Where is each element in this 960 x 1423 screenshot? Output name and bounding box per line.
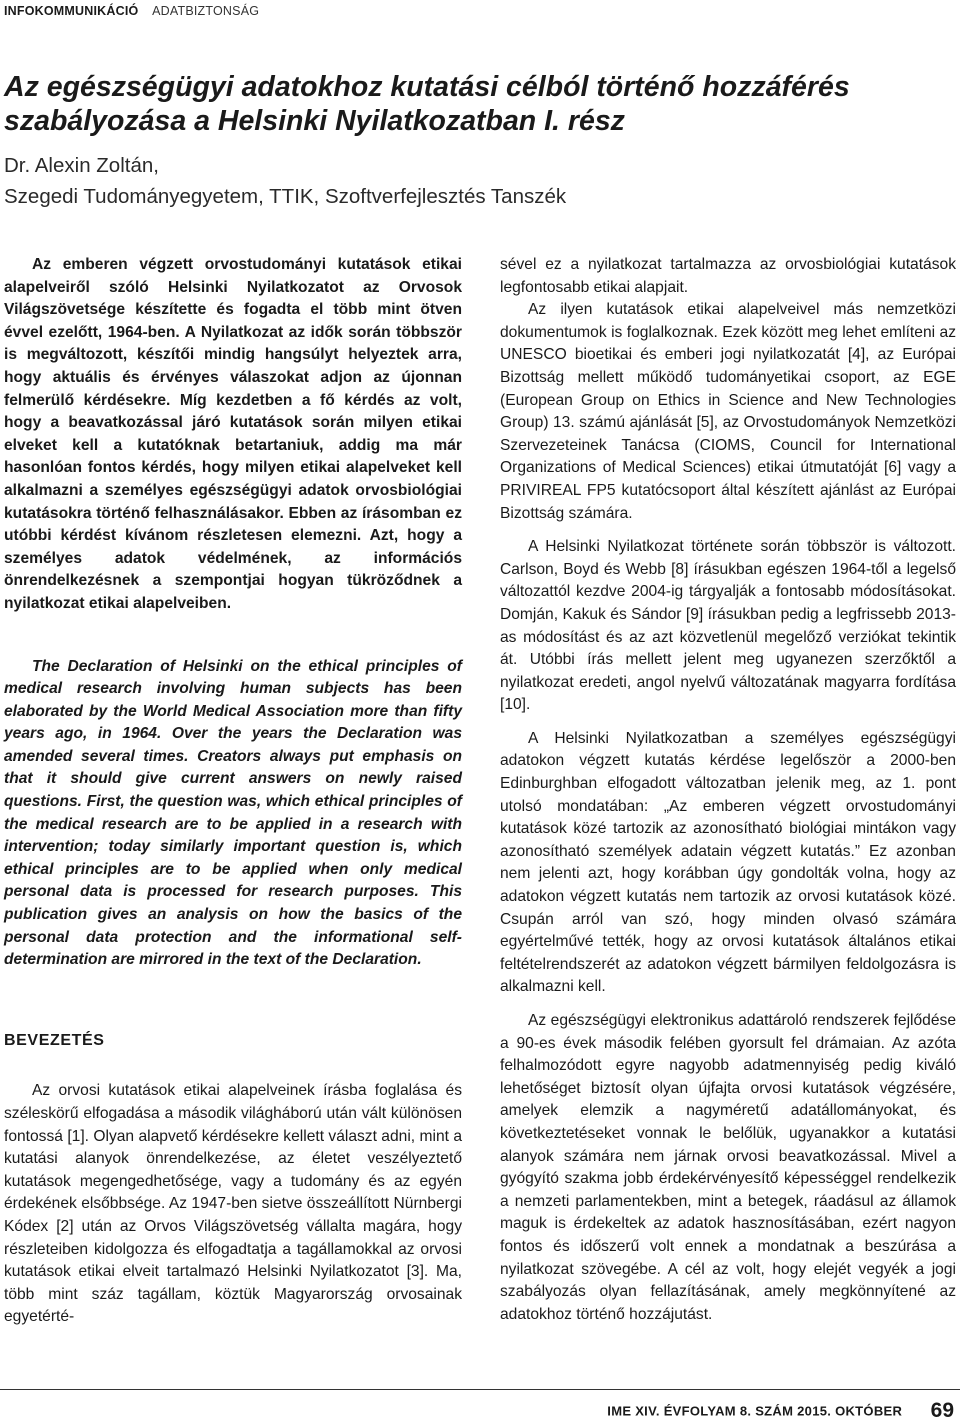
author-affiliation: Szegedi Tudományegyetem, TTIK, Szoftverfejlesztés Tanszék xyxy=(4,185,567,208)
body-paragraph: Az ilyen kutatások etikai alapelveivel más nemzetközi dokumentumok is foglalkoznak. Ezek között meg lehet említeni az UNESCO bioetikai és emberi jogi nyilatkozatát [4], az Európai Bizottság mellett működő tudományetikai csoport, az EGE (European Group on Ethics in Science and New Technologies Group) 13. számú ajánlását [5], az Orvostudományok Nemzetközi Szervezeteinek Tanácsa (CIOMS, Council for International Organizations of Medical Sciences) etikai útmutatóját [6] vagy a PRIVIREAL FP5 kutatócsoport által készített ajánlást az Európai Bizottság számára. xyxy=(500,301,956,522)
journal-issue: IME XIV. ÉVFOLYAM 8. SZÁM 2015. OKTÓBER xyxy=(607,1403,903,1419)
author-name: Dr. Alexin Zoltán, xyxy=(4,154,159,177)
page-footer xyxy=(607,1399,954,1423)
section-category: INFOKOMMUNIKÁCIÓ xyxy=(4,4,139,18)
author-block xyxy=(4,150,954,212)
left-column xyxy=(4,254,462,1329)
footer-divider xyxy=(0,1389,960,1390)
abstract-hungarian: Az emberen végzett orvostudományi kutatások etikai alapelveiről szóló Helsinki Nyilatkozatot az Orvosok Világszövetsége készítette és fogadta el több mint ötven évvel ezelőtt, 1964-ben. A Nyilatkozat az idők során többször is megváltozott, készítői mindig hangsúlyt helyeztek arra, hogy aktuális és érvényes válaszokat adjon az újonnan felmerülő kérdésekre. Míg kezdetben a fő kérdés az volt, hogy a beavatkozással járó kutatások során milyen etikai elveket kell a kutatóknak betartaniuk, addig ma már hasonlóan fontos kérdés, hogy milyen etikai alapelveket kell alkalmazni a személyes egészségügyi adatok orvosbiológiai kutatásokra történő felhasználásakor. Ebben az írásomban ez utóbbi kérdést kívánom részletesen elemezni. Azt, hogy a személyes adatok védelmének, az információs önrendelkezésnek a szempontjai hogyan tükröződnek a nyilatkozat etikai alapelveiben. xyxy=(4,256,462,612)
body-paragraph: A Helsinki Nyilatkozat története során többször is változott. Carlson, Boyd és Webb [8] írásukban egészen 1964-től a legelső változattól kezdve 2004-ig tárgyalják a fontosabb módosításokat. Domján, Kakuk és Sándor [9] írásukban pedig a legfrissebb 2013-as módosítást és az azt közvetlenül megelőző verziókat tekintik át. Utóbbi írás mellett jelent meg ugyanezen szerzőktől a nyilatkozat eredeti, angol nyelvű változatának magyarra fordítása [10]. xyxy=(500,538,956,714)
section-heading-introduction: BEVEZETÉS xyxy=(4,1031,105,1049)
page-number: 69 xyxy=(930,1399,954,1422)
body-paragraph: A Helsinki Nyilatkozatban a személyes egészségügyi adatokon végzett kutatás kérdése legelőször a 2000-ben Edinburghban elfogadott változatban jelenik meg, az 1. pont utolsó mondatában: „Az emberen végzett orvostudományi kutatások közé tartozik az azonosítható biológiai mintákon vagy azonosítható személyek adatain végzett kutatás.” Ez azonban nem jelenti azt, hogy korábban úgy gondolták volna, hogy az adatokon végzett kutatás nem tartozik az orvosi kutatások közé. Csupán arról van szó, hogy minden olvasó számára egyértelművé tették, hogy az orvosi kutatások általános etikai feltételrendszerét az adatokon végzett bármilyen feldolgozásra is alkalmazni kell. xyxy=(500,729,956,996)
body-paragraph: Az orvosi kutatások etikai alapelveinek írásba foglalása és széleskörű elfogadása a második világháború után vált különösen fontossá [1]. Olyan alapvető kérdésekre kellett választ adni, mint a kutatási alanyok önrendelkezése, az életet veszélyeztető kutatások megengedhetősége, vagy a tudomány és az egyén érdekének elsőbbsége. Az 1947-ben sietve összeállított Nürnbergi Kódex [2] után az Orvos Világszövetség vállalta magára, hogy részleteiben kidolgozza és elfogadtatja a tagállamokkal az orvosi kutatások etikai elveit tartalmazó Helsinki Nyilatkozatot [3]. Ma, több mint száz tagállam, köztük Magyarország orvosainak egyetérté- xyxy=(4,1082,462,1326)
body-paragraph: Az egészségügyi elektronikus adattároló rendszerek fejlődése a 90-es évek második felében gyorsult fel drámaian. Az azóta felhalmozódott egyre nagyobb adatmennyiség pedig kiváló lehetőséget biztosít olyan újfajta orvosi kutatások végzésére, amelyek elemzik a nagyméretű adatállományokat, és következtetéseket vonnak le belőlük, ugyanakkor a kutatási alanyok számára nem járnak orvosi beavatkozással. Mivel a gyógyító szakma jobb érdekérvényesítő képességgel rendelkezik a nemzeti parlamentekben, mint a betegek, ráadásul az államok maguk is érdekeltek az adatok hasznosításában, ezért nagyon fontos és időszerű volt ennek a mondatnak a beszúrása a nyilatkozat szövegébe. A cél az volt, hogy elejét vegyék a jogi szabályozás olyan fellazításának, amely megkönnyítené az adatokhoz történő hozzájutást. xyxy=(500,1012,956,1323)
article-title: Az egészségügyi adatokhoz kutatási célból történő hozzáférés szabályozása a Helsinki Nyilatkozatban I. rész xyxy=(4,71,850,137)
section-header xyxy=(4,4,259,18)
abstract-english: The Declaration of Helsinki on the ethical principles of medical research involving human subjects has been elaborated by the World Medical Association more than fifty years ago, in 1964. Over the years the Declaration was amended several times. Creators always put emphasis on that it should give current answers on newly raised questions. First, the question was, which ethical principles of the medical research are to be applied in a research with intervention; today similarly important question is, which ethical principles are to be applied when only medical personal data is processed for research purposes. This publication gives an analysis on how the basics of the personal data protection and the informational self-determination are mirrored in the text of the Declaration. xyxy=(4,657,462,969)
section-subcategory: ADATBIZTONSÁG xyxy=(152,4,260,18)
body-paragraph-continued: sével ez a nyilatkozat tartalmazza az orvosbiológiai kutatások legfontosabb etikai alapjait. xyxy=(500,256,956,296)
right-column xyxy=(500,254,956,1337)
